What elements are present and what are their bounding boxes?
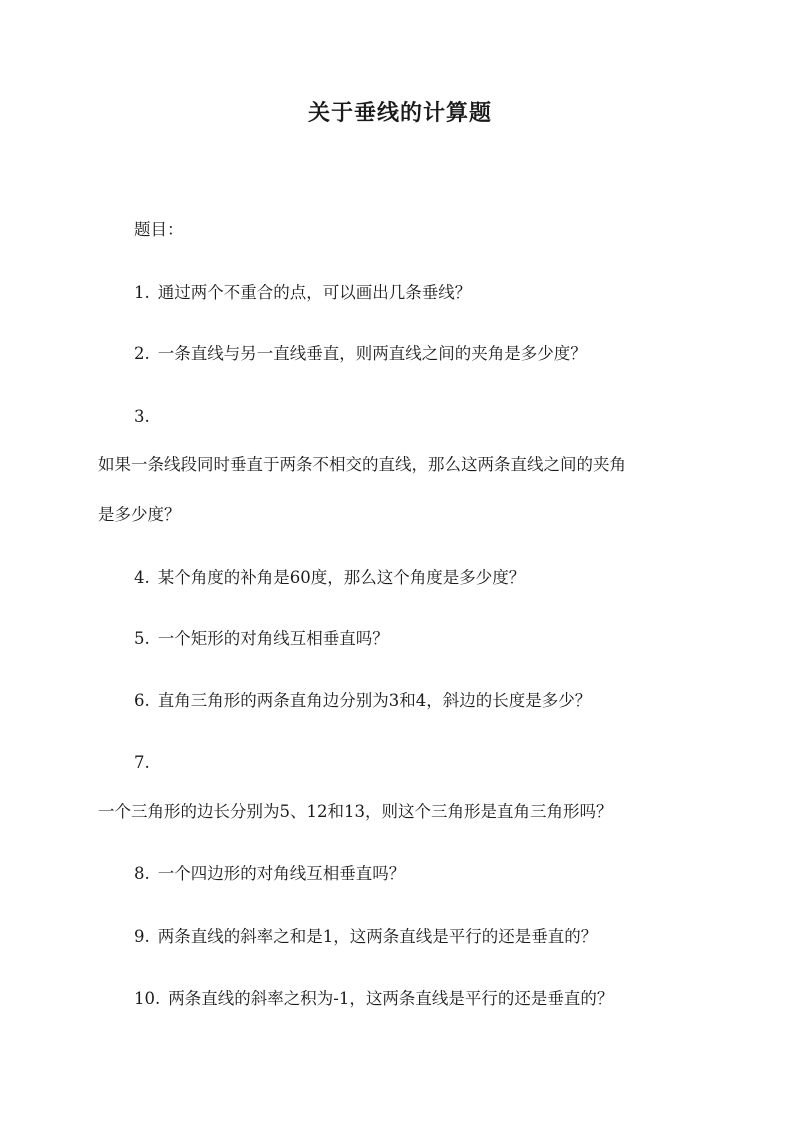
question-number: 9.	[134, 927, 150, 946]
question-6	[134, 689, 591, 713]
question-text: 一个四边形的对角线互相垂直吗？	[157, 864, 406, 883]
question-7-text-line1: 一个三角形的边长分别为5、12和13，则这个三角形是直角三角形吗？	[98, 802, 613, 821]
question-text: 两条直线的斜率之和是1，这两条直线是平行的还是垂直的？	[157, 927, 598, 946]
question-4	[134, 566, 525, 590]
question-number: 2.	[134, 344, 150, 363]
question-number: 4.	[134, 568, 150, 587]
question-text: 一条直线与另一直线垂直，则两直线之间的夹角是多少度？	[157, 344, 587, 363]
question-text: 某个角度的补角是60度，那么这个角度是多少度？	[157, 568, 526, 587]
question-number: 5.	[134, 629, 150, 648]
question-7-number: 7.	[134, 753, 150, 772]
document-title: 关于垂线的计算题	[307, 100, 492, 126]
question-number: 10.	[134, 989, 161, 1008]
question-number: 1.	[134, 283, 150, 302]
section-label: 题目：	[134, 220, 184, 239]
question-number: 8.	[134, 864, 150, 883]
question-text: 一个矩形的对角线互相垂直吗？	[157, 629, 389, 648]
question-3-text-line2: 是多少度？	[98, 505, 181, 524]
question-3-number: 3.	[134, 407, 150, 426]
question-text: 两条直线的斜率之积为-1，这两条直线是平行的还是垂直的？	[168, 989, 614, 1008]
question-5	[134, 627, 389, 651]
question-text: 通过两个不重合的点，可以画出几条垂线？	[157, 283, 472, 302]
question-2	[134, 342, 587, 366]
question-text: 直角三角形的两条直角边分别为3和4，斜边的长度是多少？	[157, 691, 592, 710]
question-8	[134, 862, 405, 886]
question-number: 6.	[134, 691, 150, 710]
question-1	[134, 281, 471, 305]
question-3-text-line1: 如果一条线段同时垂直于两条不相交的直线，那么这两条直线之间的夹角	[98, 455, 626, 474]
question-10	[134, 987, 613, 1011]
question-9	[134, 925, 597, 949]
